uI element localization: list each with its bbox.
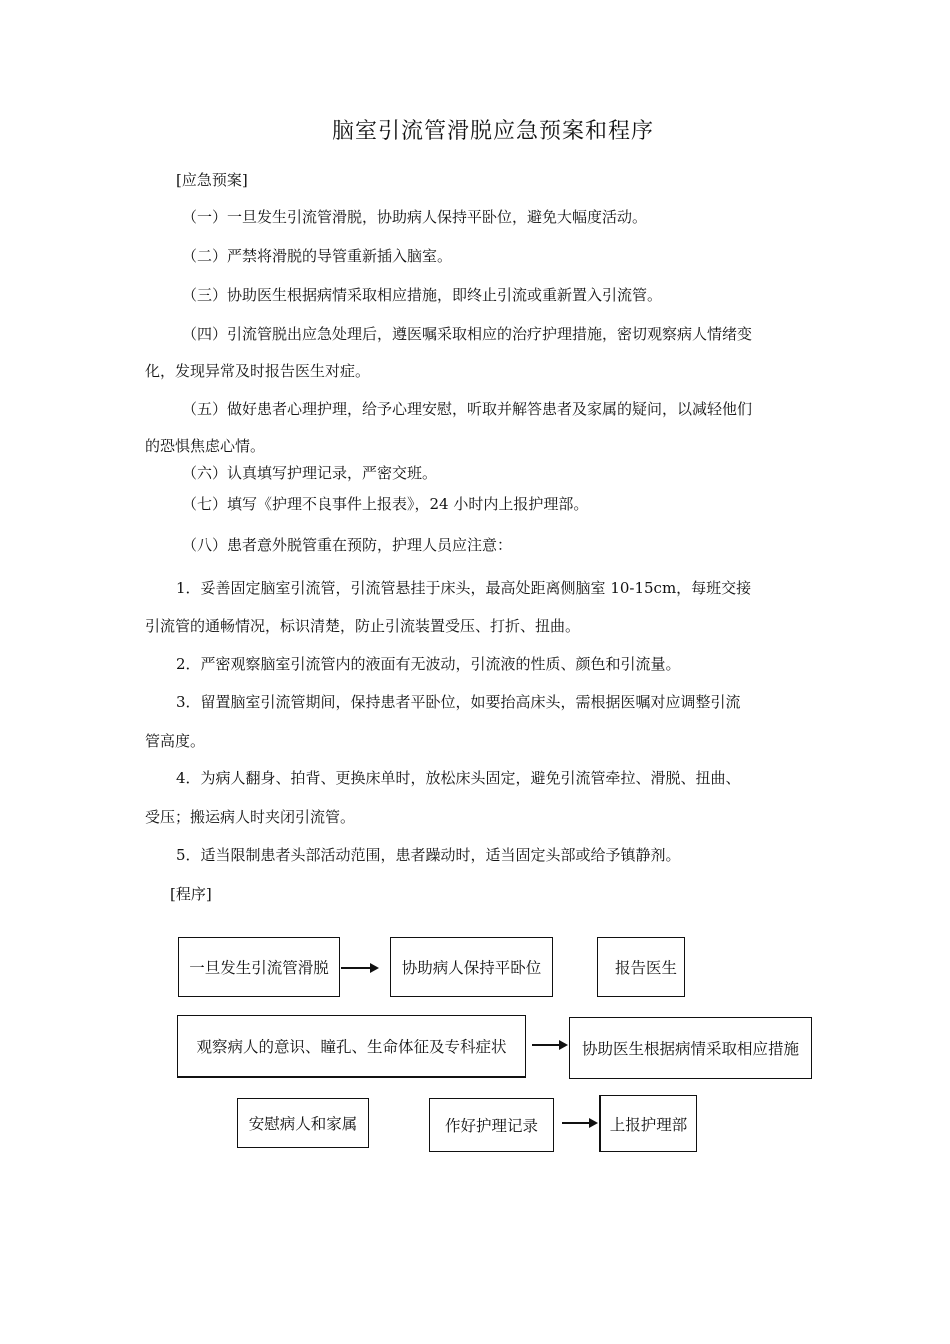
flow-step-keep-supine: 协助病人保持平卧位 <box>390 937 553 997</box>
plan-item-5-line-2: 的恐惧焦虑心情。 <box>145 437 266 455</box>
flow-step-report-nursing-dept: 上报护理部 <box>599 1095 697 1152</box>
plan-item-5-line-1: （五）做好患者心理护理，给予心理安慰，听取并解答患者及家属的疑问，以减轻他们 <box>182 400 753 418</box>
plan-item-1: （一）一旦发生引流管滑脱，协助病人保持平卧位，避免大幅度活动。 <box>182 208 648 226</box>
arrow-right-icon <box>532 1038 570 1052</box>
arrow-right-icon <box>341 961 381 975</box>
flow-step-observe-patient: 观察病人的意识、瞳孔、生命体征及专科症状 <box>177 1015 526 1078</box>
precaution-4-line-2: 受压；搬运病人时夹闭引流管。 <box>145 808 356 826</box>
flow-step-comfort-family: 安慰病人和家属 <box>237 1098 369 1148</box>
procedure-heading: [程序] <box>170 885 212 903</box>
arrow-right-icon <box>562 1116 600 1130</box>
plan-item-2: （二）严禁将滑脱的导管重新插入脑室。 <box>182 247 453 265</box>
precaution-3-line-1: 3．留置脑室引流管期间，保持患者平卧位，如要抬高床头，需根据医嘱对应调整引流 <box>176 693 741 711</box>
precaution-1-line-2: 引流管的通畅情况，标识清楚，防止引流装置受压、打折、扭曲。 <box>145 617 581 635</box>
plan-heading: [应急预案] <box>176 171 248 189</box>
flow-step-report-doctor: 报告医生 <box>597 937 685 997</box>
plan-item-4-line-1: （四）引流管脱出应急处理后，遵医嘱采取相应的治疗护理措施，密切观察病人情绪变 <box>182 325 753 343</box>
precaution-1-line-1: 1．妥善固定脑室引流管，引流管悬挂于床头，最高处距离侧脑室 10-15cm，每班交接 <box>176 579 752 597</box>
plan-item-8: （八）患者意外脱管重在预防，护理人员应注意： <box>182 536 513 554</box>
flow-step-tube-dislodged: 一旦发生引流管滑脱 <box>178 937 340 997</box>
plan-item-4-line-2: 化，发现异常及时报告医生对症。 <box>145 362 371 380</box>
flow-step-assist-doctor: 协助医生根据病情采取相应措施 <box>569 1017 812 1079</box>
precaution-5: 5．适当限制患者头部活动范围，患者躁动时，适当固定头部或给予镇静剂。 <box>176 846 681 864</box>
precaution-4-line-1: 4．为病人翻身、拍背、更换床单时，放松床头固定，避免引流管牵拉、滑脱、扭曲、 <box>176 769 741 787</box>
plan-item-6: （六）认真填写护理记录，严密交班。 <box>182 464 438 482</box>
document-title: 脑室引流管滑脱应急预案和程序 <box>331 119 654 144</box>
plan-item-3: （三）协助医生根据病情采取相应措施，即终止引流或重新置入引流管。 <box>182 286 663 304</box>
flow-step-nursing-record: 作好护理记录 <box>429 1098 554 1152</box>
precaution-2: 2．严密观察脑室引流管内的液面有无波动，引流液的性质、颜色和引流量。 <box>176 655 681 673</box>
precaution-3-line-2: 管高度。 <box>145 732 206 750</box>
plan-item-7: （七）填写《护理不良事件上报表》，24 小时内上报护理部。 <box>182 495 589 513</box>
